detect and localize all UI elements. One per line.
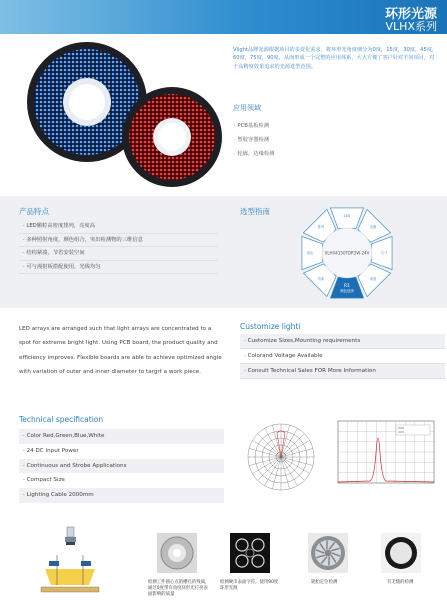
selection-label: 颜色选择 [340, 289, 354, 293]
spec-title: Technical specification [19, 415, 104, 424]
polar-spoke [272, 425, 281, 457]
list-item: · PCB基板检测 [234, 123, 270, 129]
list-item: · Customize Sizes,Mounting requirements [240, 334, 445, 349]
customize-list [240, 334, 445, 379]
list-item: · 多种照射角度，颜色组合，突出检测物的三维信息 [19, 234, 218, 248]
selection-segment-label: LED [343, 214, 351, 218]
polar-spoke [281, 457, 298, 486]
caption-bearing: 检测工件圆心点销槽孔的残离，通过0度带有角度环形光打亮表面影响的质量 [148, 580, 210, 598]
page-header [0, 0, 447, 34]
polar-spoke [281, 457, 313, 466]
polar-spoke [252, 457, 281, 474]
selection-segment [330, 208, 363, 229]
polar-spoke [249, 448, 281, 457]
selection-segment-label: 光源 [369, 224, 377, 229]
features-title: 产品特点 [19, 207, 49, 216]
list-item: · 塑胶容器检测 [234, 137, 270, 143]
sample-image-oring [381, 533, 421, 573]
sample-image-bearing [157, 533, 197, 573]
selection-title: 选型指南 [240, 207, 270, 216]
polar-spoke [281, 457, 310, 474]
inspection-setup-diagram [35, 525, 105, 600]
polar-chart [244, 413, 318, 493]
selection-guide-diagram [297, 203, 397, 303]
list-item: · Colorand Voltage Available [240, 349, 445, 364]
polar-spoke [281, 457, 290, 489]
polar-spoke [281, 457, 304, 480]
selection-code: R1 [344, 284, 350, 289]
selection-center-code: VLHX4150TDR3W-24V [324, 250, 370, 256]
intro-text: Vlight品牌光源根据项目的多变化需求，将环形光角度细分为0度，15度，30度，45度，60度，75度，90度，从而形成一个完整的应用体系，大大方便了客户针对不同项目，对于高精度效果追求的光源选型范围。 [233, 47, 438, 70]
selection-segment-label: 系列 [317, 224, 325, 229]
polar-spoke [252, 441, 281, 458]
polar-spoke [265, 457, 282, 486]
sample-image-wheel [308, 533, 348, 573]
list-item: · Lighting Cable 2000mm [19, 488, 224, 503]
ring-lights-photo [15, 40, 225, 190]
selection-segment-label: 角度 [369, 277, 377, 282]
list-item: · 24 DC Input Power [23, 447, 79, 454]
list-item: · Color Red,Green,Blue,White [19, 429, 224, 444]
title-cn: 环形光源 [384, 7, 437, 22]
polar-spoke [281, 448, 313, 457]
polar-spoke [272, 457, 281, 489]
spectrum-chart [326, 413, 438, 493]
list-item: · 结构紧凑，节省安装空间 [19, 247, 218, 261]
caption-oring: 有无缝的检测 [387, 580, 414, 585]
polar-spoke [258, 457, 281, 480]
caption-wheel: 轮胎定位检测 [311, 580, 338, 585]
caption-coins: 检测硬币表面字符，使用90度环形光源 [220, 580, 279, 592]
sample-image-coins [230, 533, 270, 573]
features-list [19, 220, 218, 274]
spec-list [19, 429, 224, 503]
polar-spoke [281, 441, 310, 458]
customize-title: Customize lighti [240, 322, 301, 331]
list-item: · Consult Technical Sales FOR More Information [240, 364, 445, 379]
title-series: VLHX系列 [385, 20, 437, 33]
polar-spoke [249, 457, 281, 466]
list-item: · Compact Size [23, 477, 65, 484]
list-item: · LED颗粒高密度排列，亮度高 [19, 220, 218, 234]
applications-list [234, 119, 274, 161]
selection-segment-label: 功率 [317, 277, 325, 282]
list-item: · 轮廓，边缘检测 [234, 151, 275, 157]
selection-segment-label: 电压 [306, 251, 314, 255]
polar-spoke [281, 425, 290, 457]
applications-title: 应用领域 [233, 104, 261, 112]
list-item: · 可与漫射板搭配使用，光线均匀 [19, 261, 218, 275]
list-item: · Continuous and Strobe Applications [19, 459, 224, 474]
description-paragraph: LED arrays are arranged such that light arrays are concentrated to a spot for extreme bright light. Using PCB board, the product quality and efficiency improves. Flexible boards are able to achieve optimized angle with variation of outer and inner diameter to targrt a work piece. [19, 326, 222, 375]
selection-segment-label: 尺寸 [380, 251, 388, 255]
